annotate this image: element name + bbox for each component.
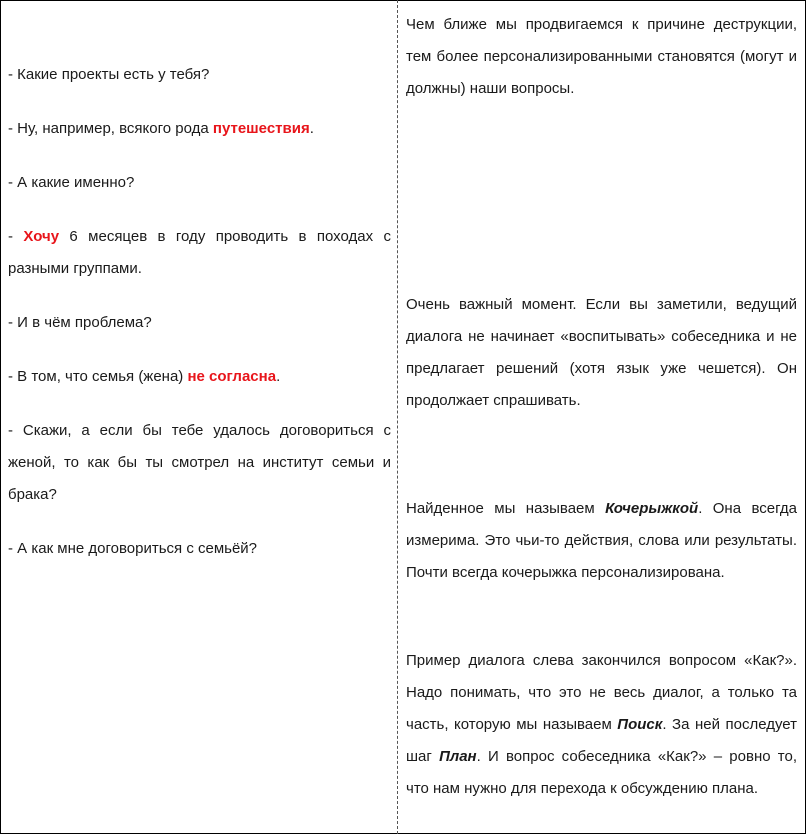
dialog-text: - [8, 228, 24, 245]
dialog-text: - А какие именно? [8, 174, 135, 191]
commentary-2 [406, 289, 797, 417]
dialog-question-1 [8, 59, 391, 91]
commentary-text: . За ней последует шаг [406, 716, 798, 765]
commentary-1 [406, 9, 797, 105]
commentary-text: Чем ближе мы продвигаемся к причине деструкции, тем более персонализированными становятся (могут и должны) наши вопросы. [406, 16, 797, 97]
dialog-text: - И в чём проблема? [8, 314, 152, 331]
commentary-text: Очень важный момент. Если вы заметили, ведущий диалога не начинает «воспитывать» собеседника и не предлагает решений (хотя язык уже чешется). Он продолжает спрашивать. [406, 296, 797, 409]
commentary-text: . И вопрос собеседника «Как?» – ровно то, что нам нужно для перехода к обсуждению плана. [406, 748, 798, 797]
commentary-text: . Она всегда измерима. Это чьи-то действия, слова или результаты. Почти всегда кочерыжка персонализирована. [406, 500, 797, 581]
highlight-word: путешествия [212, 120, 310, 137]
dialog-question-2 [8, 167, 391, 199]
commentary-text: Пример диалога слева закончился вопросом «Как?». Надо понимать, что это не весь диалог, а только та часть, которую мы называем [406, 652, 797, 733]
dialog-text: . [309, 120, 314, 137]
dialog-text: - А как мне договориться с семьёй? [8, 540, 258, 557]
dialog-question-4 [8, 415, 391, 511]
dialog-text: - Какие проекты есть у тебя? [8, 66, 210, 83]
dialog-answer-4 [8, 533, 391, 565]
commentary-4 [406, 645, 797, 805]
term-highlight: Кочерыжкой [605, 500, 699, 517]
dialog-text: - Ну, например, всякого рода [8, 120, 213, 137]
term-highlight: План [439, 748, 477, 765]
highlight-word: Хочу [23, 228, 60, 245]
dialog-text: 6 месяцев в году проводить в походах с разными группами. [8, 228, 391, 277]
term-highlight: Поиск [617, 716, 663, 733]
dialog-question-3 [8, 307, 391, 339]
column-divider [397, 0, 398, 834]
table-border-bottom [0, 833, 806, 834]
dialog-answer-2 [8, 221, 391, 285]
table-border-top [0, 0, 806, 1]
highlight-word: не согласна [187, 368, 277, 385]
table-border-left [0, 0, 1, 834]
dialog-text: - Скажи, а если бы тебе удалось договориться с женой, то как бы ты смотрел на институт семьи и брака? [8, 422, 391, 503]
dialog-answer-1 [8, 113, 391, 145]
dialog-text: - В том, что семья (жена) [8, 368, 188, 385]
commentary-3 [406, 493, 797, 589]
dialog-text: . [276, 368, 281, 385]
dialog-answer-3 [8, 361, 391, 393]
commentary-text: Найденное мы называем [406, 500, 606, 517]
